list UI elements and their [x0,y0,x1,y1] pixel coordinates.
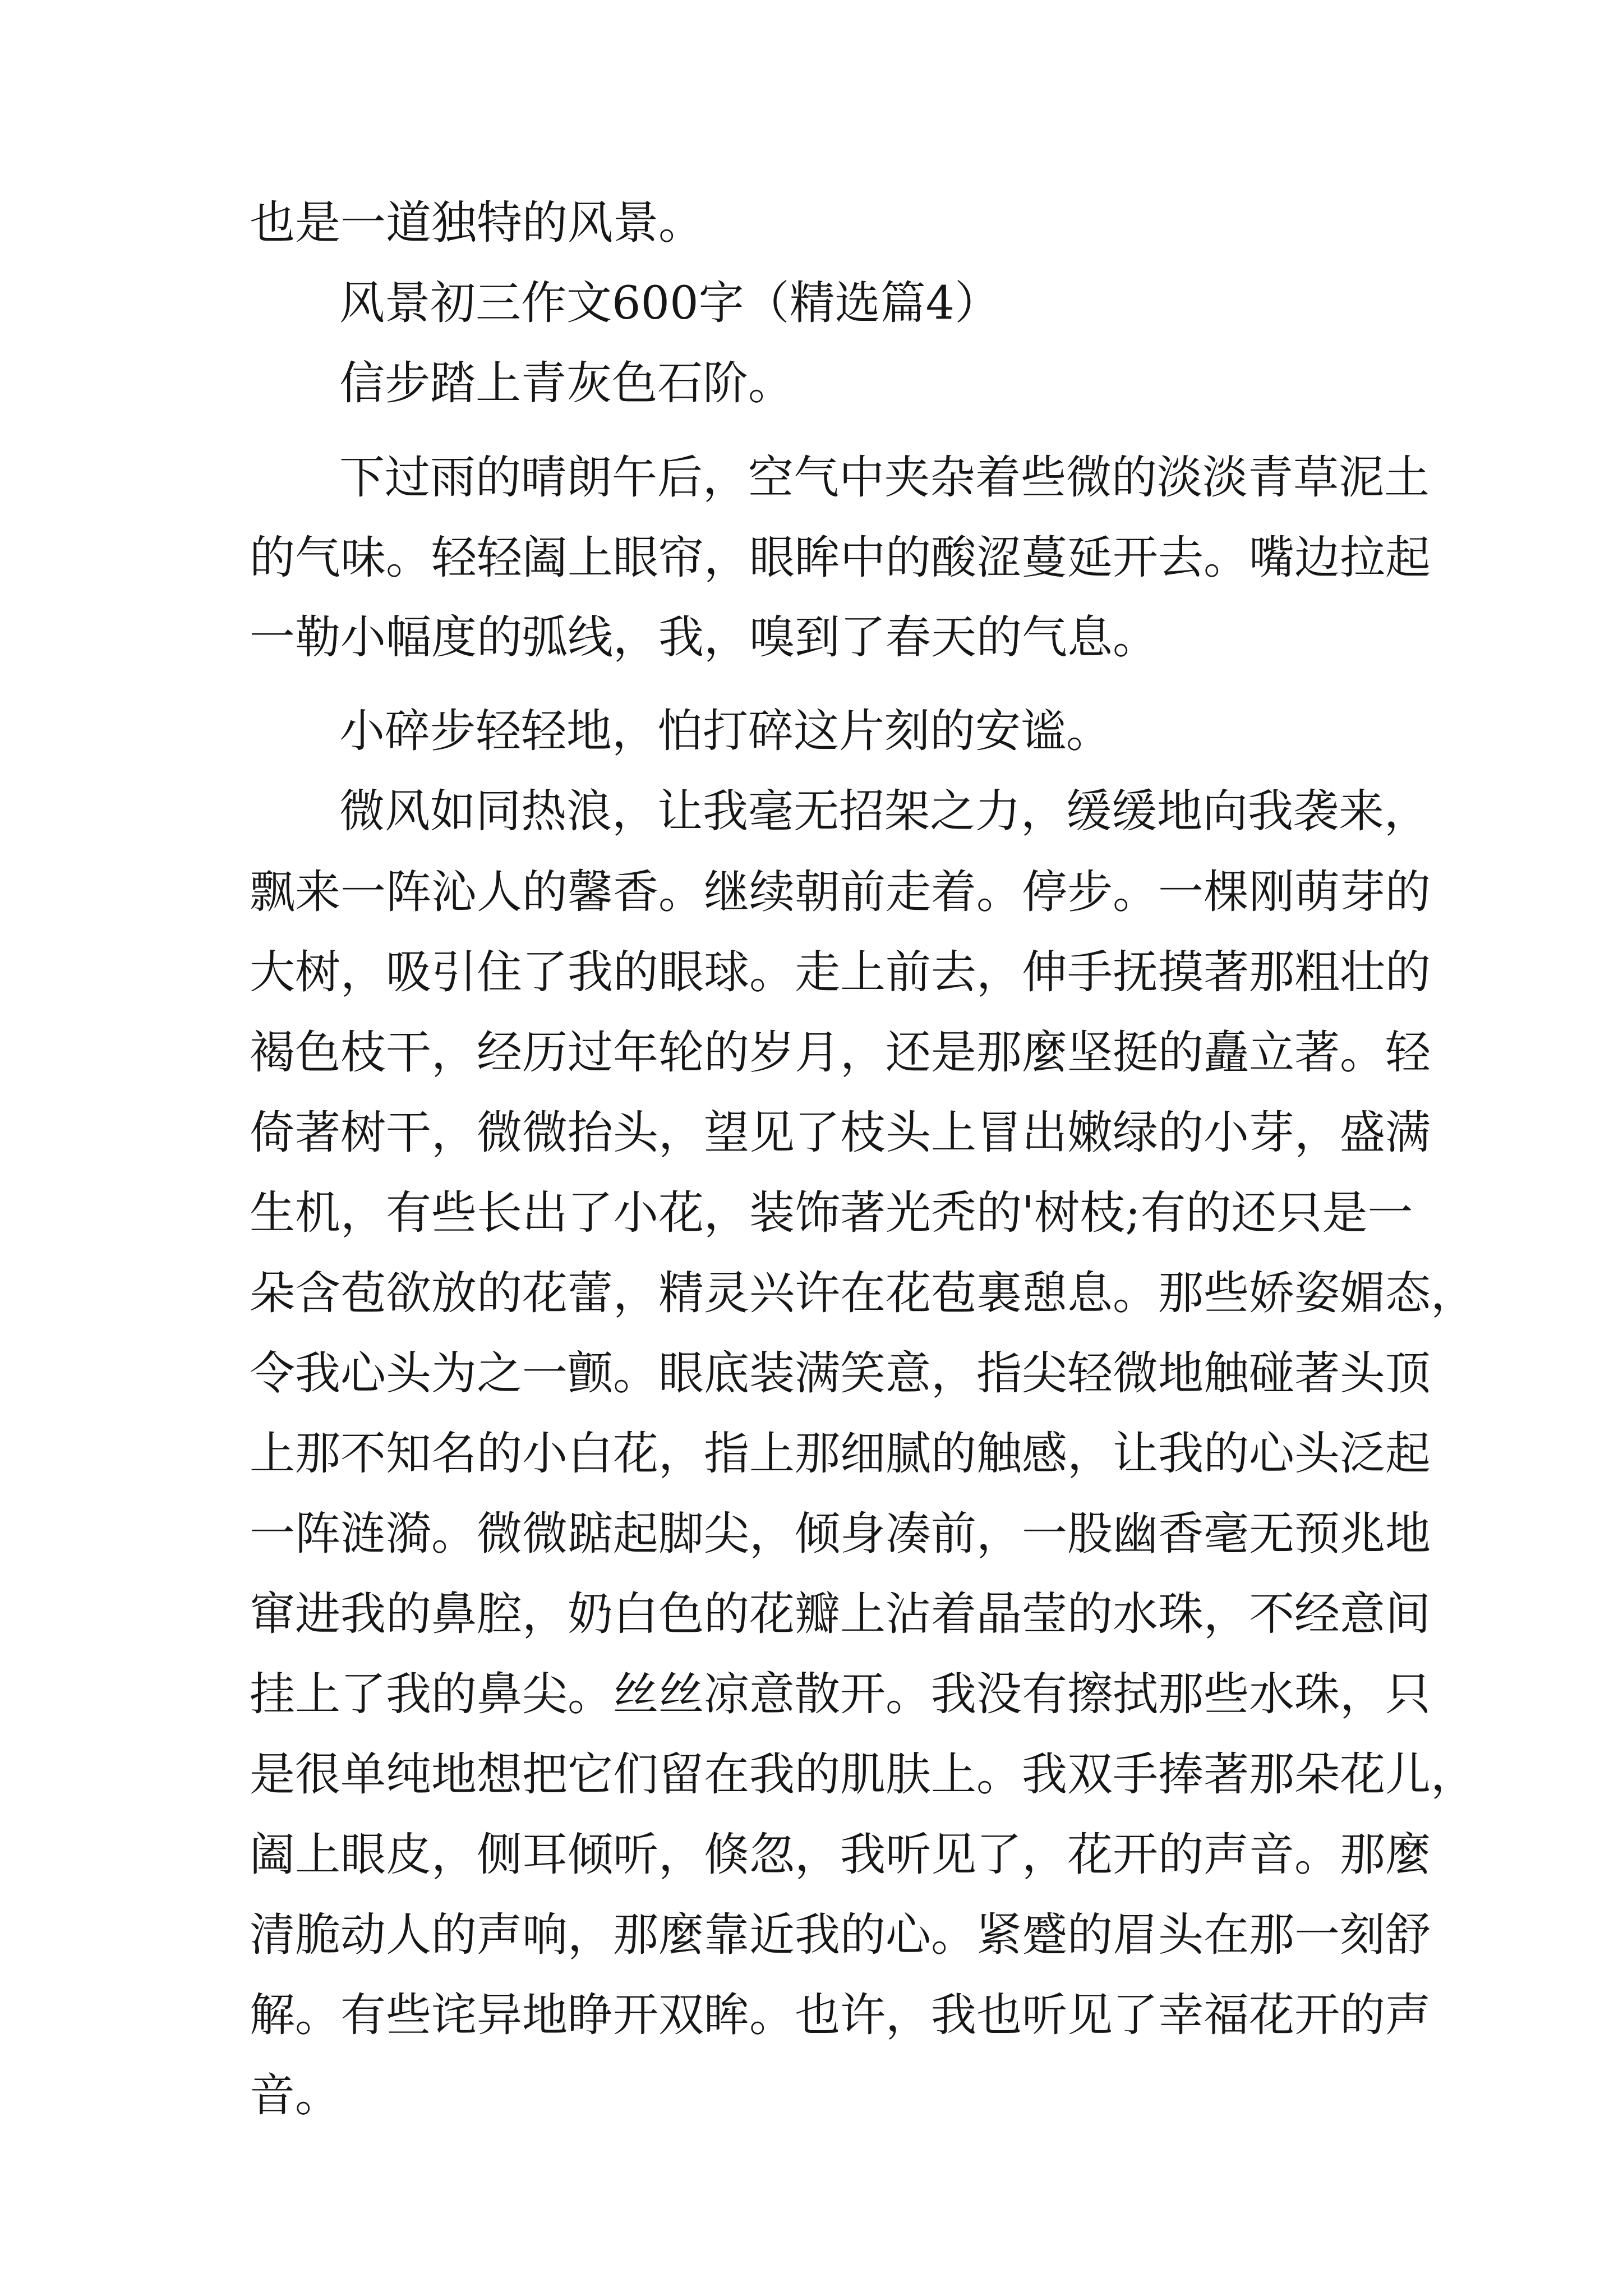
text-line: 小碎步轻轻地，怕打碎这片刻的安谧。 [339,705,1112,758]
text-line: 朵含苞欲放的花蕾，精灵兴许在花苞裏憩息。那些娇姿媚态， [250,1267,1477,1320]
text-line: 微风如同热浪，让我毫无招架之力，缓缓地向我袭来， [339,785,1430,838]
text-line: 飘来一阵沁人的馨香。继续朝前走着。停步。一棵刚萌芽的 [250,866,1431,919]
text-line: 是很单纯地想把它们留在我的肌肤上。我双手捧著那朵花儿， [250,1749,1477,1801]
text-line: 一勒小幅度的弧线，我，嗅到了春天的气息。 [250,611,1159,664]
text-line: 下过雨的晴朗午后，空气中夹杂着些微的淡淡青草泥土 [339,452,1430,504]
text-line: 解。有些诧异地睁开双眸。也许，我也听见了幸福花开的声 [250,1989,1431,2042]
text-line: 窜进我的鼻腔，奶白色的花瓣上沾着晶莹的水珠，不经意间 [250,1588,1431,1641]
section-heading: 风景初三作文600字（精选篇4） [339,277,1000,330]
text-line: 褐色枝干，经历过年轮的岁月，还是那麼坚挺的矗立著。轻 [250,1027,1431,1079]
text-line: 倚著树干，微微抬头，望见了枝头上冒出嫩绿的小芽，盛满 [250,1107,1431,1159]
text-line: 阖上眼皮，侧耳倾听，倏忽，我听见了，花开的声音。那麼 [250,1829,1431,1881]
text-line: 音。 [250,2069,341,2122]
text-line: 也是一道独特的风景。 [250,197,704,250]
text-line: 令我心头为之一颤。眼底装满笑意，指尖轻微地触碰著头顶 [250,1347,1431,1400]
text-line: 上那不知名的小白花，指上那细腻的触感，让我的心头泛起 [250,1428,1431,1480]
text-line: 一阵涟漪。微微踮起脚尖，倾身凑前，一股幽香毫无预兆地 [250,1508,1431,1561]
text-line: 大树，吸引住了我的眼球。走上前去，伸手抚摸著那粗壮的 [250,946,1431,999]
text-line: 清脆动人的声响，那麼靠近我的心。紧蹙的眉头在那一刻舒 [250,1909,1431,1962]
text-line: 信步踏上青灰色石阶。 [339,357,794,410]
text-line: 的气味。轻轻阖上眼帘，眼眸中的酸涩蔓延开去。嘴边拉起 [250,532,1431,585]
text-line: 挂上了我的鼻尖。丝丝凉意散开。我没有擦拭那些水珠，只 [250,1668,1431,1721]
text-line: 生机，有些长出了小花，装饰著光秃的'树枝;有的还只是一 [250,1187,1413,1240]
